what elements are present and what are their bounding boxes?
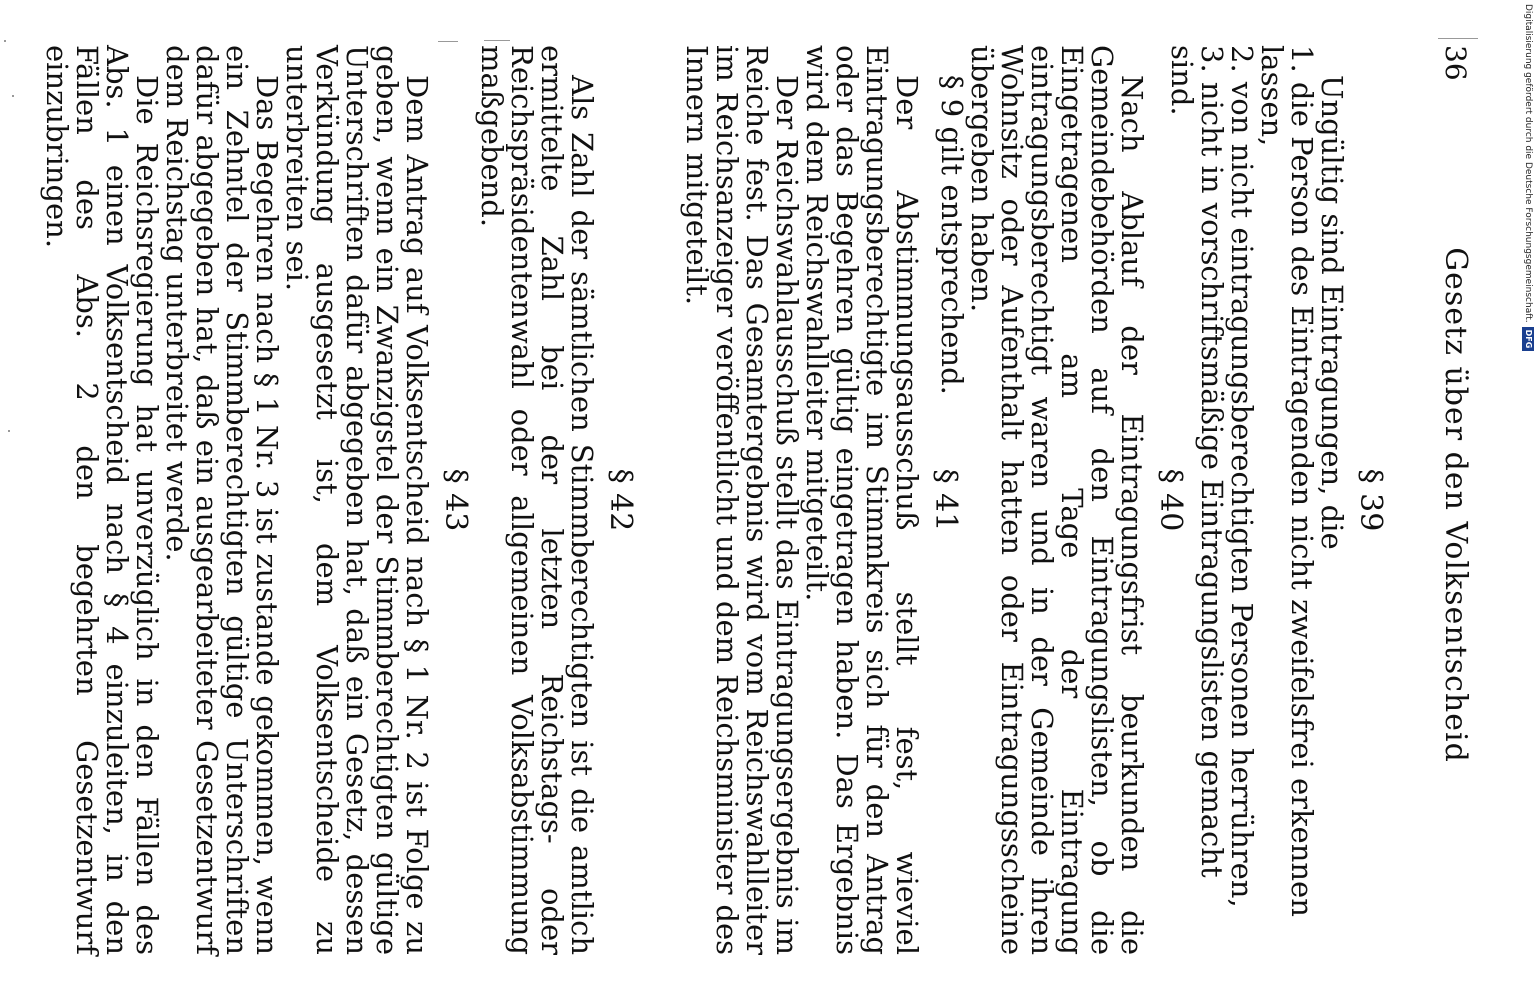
- list-item: 2. von nicht eintragungsberechtigten Personen herrühren,: [1225, 45, 1259, 908]
- scan-line-mark: [438, 41, 458, 42]
- dfg-logo: DFG: [1522, 327, 1534, 352]
- paragraph: Als Zahl der sämtlichen Stimmberechtigten ist die amtlich ermittelte Zahl bei der letzten Reichstags- oder Reichspräsidentenwahl oder allgemeinen Volksabstimmung maßgebend.: [475, 45, 599, 955]
- scan-dust: [8, 430, 10, 432]
- section-heading: § 41: [928, 468, 963, 532]
- running-title: Gesetz über den Volksentscheid: [1438, 247, 1473, 763]
- digitization-credit: [1520, 4, 1534, 764]
- section-heading: § 39: [1353, 468, 1388, 532]
- section-40: [935, 45, 1188, 955]
- section-43: [40, 45, 473, 955]
- section-39: [1165, 45, 1388, 955]
- section-heading: § 43: [438, 468, 473, 532]
- paragraph: Nach Ablauf der Eintragungsfrist beurkunden die Gemeindebehörden auf den Eintragungslisten, ob die Eingetragenen am Tage der Eintragung eintragungsberechtigt waren und in der Gemeinde ihren Wohnsitz oder Aufenthalt hatten oder Eintragungsscheine übergeben haben.: [965, 45, 1149, 955]
- list-item: 3. nicht in vorschriftsmäßige Eintragungslisten gemacht sind.: [1165, 45, 1229, 878]
- paragraph: Das Begehren nach § 1 Nr. 3 ist zustande gekommen, wenn ein Zehntel der Stimmberechtigten gültige Unterschriften dafür abgegeben hat, daß ein ausgearbeiteter Gesetzentwurf dem Reichstag unterbreitet werde.: [160, 45, 284, 955]
- credit-text: Digitalisierung gefördert durch die Deutsche Forschungsgemeinschaft.: [1523, 4, 1533, 323]
- scan-line-mark: [484, 40, 510, 41]
- list-item: 1. die Person des Eintragenden nicht zweifelsfrei erkennen lassen,: [1255, 45, 1319, 917]
- page-header: [1430, 45, 1473, 955]
- section-heading: § 40: [1153, 468, 1188, 532]
- scan-dust: [12, 95, 14, 97]
- page-number: 36: [1439, 45, 1472, 81]
- section-intro: Ungültig sind Eintragungen, die: [1315, 75, 1349, 550]
- paragraph: Die Reichsregierung hat unverzüglich in den Fällen des Abs. 1 einen Volksentscheid nach § 4 einzuleiten, in den Fällen des Abs. 2 den begehrten Gesetzentwurf einzubringen.: [40, 45, 164, 955]
- paragraph: Der Abstimmungsausschuß stellt fest, wieviel Eintragungsberechtigte im Stimmkreis sich für den Antrag oder das Begehren gültig eingetragen haben. Das Ergebnis wird dem Reichswahlleiter mitgeteilt.: [800, 45, 924, 955]
- paragraph: Dem Antrag auf Volksentscheid nach § 1 Nr. 2 ist Folge zu geben, wenn ein Zwanzigstel der Stimmberechtigten gültige Unterschriften dafür abgegeben hat, daß ein Gesetz, dessen Verkündung ausgesetzt ist, dem Volksentscheide zu unterbreiten sei.: [280, 45, 434, 955]
- scan-line-mark: [1438, 38, 1478, 39]
- paragraph: § 9 gilt entsprechend.: [935, 75, 969, 395]
- document-page: [40, 45, 1480, 955]
- paragraph: Der Reichswahlausschuß stellt das Eintragungsergebnis im Reiche fest. Das Gesamtergebnis wird vom Reichswahlleiter im Reichsanzeiger veröffentlicht und dem Reichsminister des Innern mitgeteilt.: [680, 45, 804, 955]
- section-42: [475, 45, 638, 955]
- section-heading: § 42: [603, 468, 638, 532]
- scan-dust: [4, 40, 6, 42]
- section-41: [680, 45, 963, 955]
